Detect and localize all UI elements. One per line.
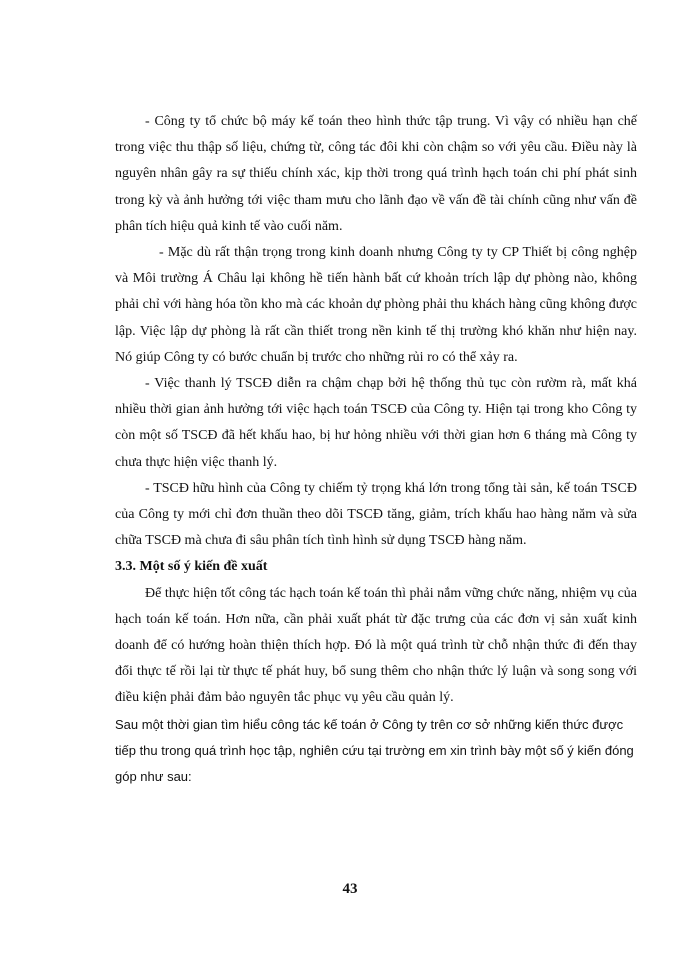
- paragraph-tangible-assets: - TSCĐ hữu hình của Công ty chiếm tỷ trọng khá lớn trong tổng tài sản, kế toán TSCĐ của Công ty mới chỉ đơn thuần theo dõi TSCĐ tăng, giảm, trích khấu hao hàng năm và sửa chữa TSCĐ mà chưa đi sâu phân tích tình hình sử dụng TSCĐ hàng năm.: [115, 480, 637, 549]
- paragraph-asset-liquidation: - Việc thanh lý TSCĐ diễn ra chậm chạp bởi hệ thống thủ tục còn rườm rà, mất khá nhiều thời gian ảnh hưởng tới việc hạch toán TSCĐ của Công ty. Hiện tại trong kho Công ty còn một số TSCĐ đã hết khấu hao, bị hư hỏng nhiều với thời gian hơn 6 tháng mà Công ty chưa thực hiện việc thanh lý.: [115, 376, 637, 470]
- paragraph-provisions: - Mặc dù rất thận trọng trong kinh doanh nhưng Công ty ty CP Thiết bị công nghệp và Môi trường Á Châu lại không hề tiến hành bất cứ khoản trích lập dự phòng nào, không phải chỉ với hàng hóa tồn kho mà các khoản dự phòng phải thu khách hàng cũng không được lập. Việc lập dự phòng là rất cần thiết trong nền kinh tế thị trường khó khăn như hiện nay. Nó giúp Công ty có bước chuẩn bị trước cho những rủi ro có thể xảy ra.: [115, 245, 637, 365]
- page-body: [115, 109, 637, 790]
- paragraph-accounting-structure: - Công ty tổ chức bộ máy kế toán theo hình thức tập trung. Vì vậy có nhiều hạn chế trong việc thu thập số liệu, chứng từ, công tác đôi khi còn chậm so với yêu cầu. Điều này là nguyên nhân gây ra sự thiếu chính xác, kịp thời trong quá trình hạch toán chi phí phát sinh trong kỳ và ảnh hưởng tới việc tham mưu cho lãnh đạo về vấn đề tài chính cũng như vấn đề phân tích hiệu quả kinh tế vào cuối năm.: [115, 114, 637, 234]
- section-heading: 3.3. Một số ý kiến đề xuất: [115, 559, 268, 575]
- paragraph-proposal-contributions: Sau một thời gian tìm hiểu công tác kế toán ở Công ty trên cơ sở những kiến thức được tiếp thu trong quá trình học tập, nghiên cứu tại trường em xin trình bày một số ý kiến đóng góp như sau:: [115, 716, 634, 785]
- page-number: 43: [342, 881, 358, 897]
- paragraph-proposal-intro: Để thực hiện tốt công tác hạch toán kế toán thì phải nắm vững chức năng, nhiệm vụ của hạch toán kế toán. Hơn nữa, cần phải xuất phát từ đặc trưng của các đơn vị sản xuất kinh doanh để có hướng hoàn thiện thích hợp. Đó là một quá trình từ chỗ nhận thức đi đến thay đổi thực tế rồi lại từ thực tế phát huy, bổ sung thêm cho nhận thức lý luận và song song với điều kiện phải đảm bảo nguyên tắc phục vụ yêu cầu quản lý.: [115, 585, 638, 706]
